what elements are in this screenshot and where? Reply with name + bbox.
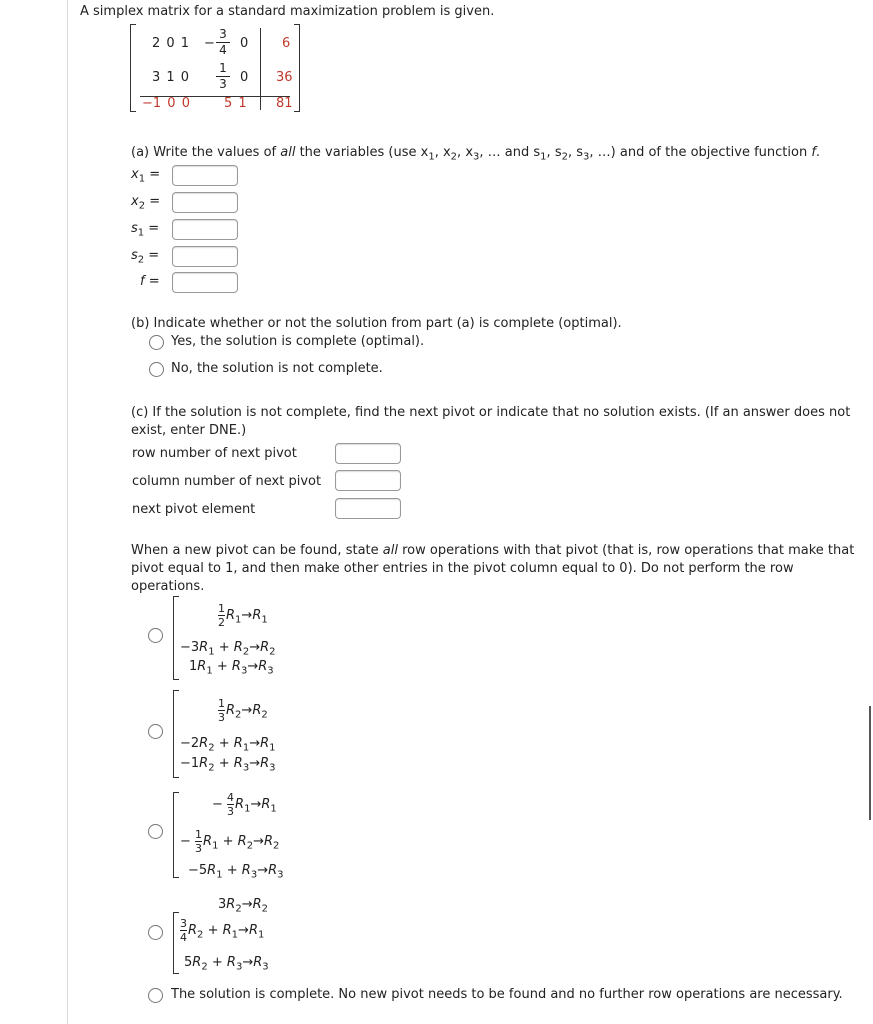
x2-label: $x_2$ = — [131, 194, 161, 212]
matrix-fraction: 1 3 — [216, 62, 230, 91]
matrix-rhs: 81 — [276, 96, 293, 111]
matrix-rhs: 6 — [282, 36, 291, 51]
radio-yes-complete[interactable] — [149, 335, 164, 350]
part-c-question-line1: (c) If the solution is not complete, find the next pivot or indicate that no solution exists. (If an answer does not — [131, 405, 851, 420]
pivot-row-input[interactable] — [335, 443, 401, 464]
radio-not-complete[interactable] — [149, 362, 164, 377]
option-4-op-1: $3R_2\to R_2$ — [218, 897, 269, 915]
pivot-column-input[interactable] — [335, 470, 401, 491]
pivot-element-label: next pivot element — [132, 502, 256, 517]
matrix-fraction: 3 4 — [216, 28, 230, 57]
intro-text: A simplex matrix for a standard maximization problem is given. — [80, 4, 495, 19]
part-b-question: (b) Indicate whether or not the solution from part (a) is complete (optimal). — [131, 316, 622, 331]
simplex-matrix — [130, 24, 300, 112]
option-no-label: No, the solution is not complete. — [171, 361, 383, 376]
radio-row-ops-option-3[interactable] — [148, 824, 163, 839]
option-1-bracket — [173, 596, 179, 680]
option-2-op-1: $\frac{1}{3}R_2\to R_2$ — [218, 697, 268, 724]
matrix-right-bracket — [294, 24, 300, 112]
option-3-op-1: − $\frac{4}{3}R_1\to R_1$ — [212, 791, 277, 818]
option-1-op-2: $-3R_1 + R_2\to R_2$ — [180, 640, 276, 658]
option-2-bracket — [173, 690, 179, 778]
s2-label: $s_2$ = — [131, 248, 160, 266]
s1-label: $s_1$ = — [131, 221, 160, 239]
f-label: f = — [140, 274, 160, 289]
pivot-row-label: row number of next pivot — [132, 446, 297, 461]
option-1-op-1: $\frac{1}{2}R_1\to R_1$ — [218, 602, 268, 629]
option-yes-label: Yes, the solution is complete (optimal). — [171, 334, 425, 349]
s1-input[interactable] — [172, 219, 238, 240]
option-3-op-3: $-5R_1 + R_3\to R_3$ — [188, 863, 284, 881]
option-1-op-3: $1R_1 + R_3\to R_3$ — [189, 659, 274, 677]
matrix-cell: − — [204, 36, 215, 51]
matrix-rhs: 36 — [276, 70, 293, 85]
x1-input[interactable] — [172, 165, 238, 186]
x2-input[interactable] — [172, 192, 238, 213]
option-2-op-2: $-2R_2 + R_1\to R_1$ — [180, 736, 276, 754]
radio-row-ops-option-1[interactable] — [148, 628, 163, 643]
matrix-left-bracket — [130, 24, 136, 112]
option-4-bracket — [173, 912, 179, 974]
matrix-cell: 3 1 0 — [152, 70, 190, 85]
part-c-question-line2: exist, enter DNE.) — [131, 423, 247, 438]
radio-row-ops-option-5[interactable] — [148, 988, 163, 1003]
matrix-cell: 0 — [240, 70, 249, 85]
matrix-cell: −1 0 0 — [142, 96, 190, 111]
s2-input[interactable] — [172, 246, 238, 267]
option-4-op-3: $5R_2 + R_3\to R_3$ — [184, 955, 269, 973]
matrix-augment-line — [260, 28, 261, 110]
row-ops-instruction-line1: When a new pivot can be found, state all row operations with that pivot (that is, row operations that make that — [131, 543, 855, 558]
option-4-op-2: $\frac{3}{4}R_2 + R_1\to R_1$ — [180, 917, 265, 944]
matrix-cell: 2 0 1 — [152, 36, 190, 51]
scrollbar-thumb[interactable] — [869, 706, 871, 820]
part-a-question: (a) Write the values of all the variables (use $x_1$, $x_2$, $x_3$, … and $s_1$, $s_2$, $s_3$, …) and of the objective function f. — [131, 145, 821, 163]
option-3-bracket — [173, 792, 179, 878]
matrix-cell: 5 1 — [224, 96, 247, 111]
radio-row-ops-option-2[interactable] — [148, 724, 163, 739]
pivot-column-label: column number of next pivot — [132, 474, 322, 489]
radio-row-ops-option-4[interactable] — [148, 925, 163, 940]
option-5-label: The solution is complete. No new pivot needs to be found and no further row operations are necessary. — [171, 987, 843, 1002]
matrix-cell: 0 — [240, 36, 249, 51]
row-ops-instruction-line2: pivot equal to 1, and then make other entries in the pivot column equal to 0). Do not perform the row — [131, 561, 794, 576]
pivot-element-input[interactable] — [335, 498, 401, 519]
f-input[interactable] — [172, 272, 238, 293]
x1-label: $x_1$ = — [131, 167, 161, 185]
option-2-op-3: $-1R_2 + R_3\to R_3$ — [180, 756, 276, 774]
option-3-op-2: − $\frac{1}{3}R_1 + R_2\to R_2$ — [180, 828, 280, 855]
row-ops-instruction-line3: operations. — [131, 579, 205, 594]
